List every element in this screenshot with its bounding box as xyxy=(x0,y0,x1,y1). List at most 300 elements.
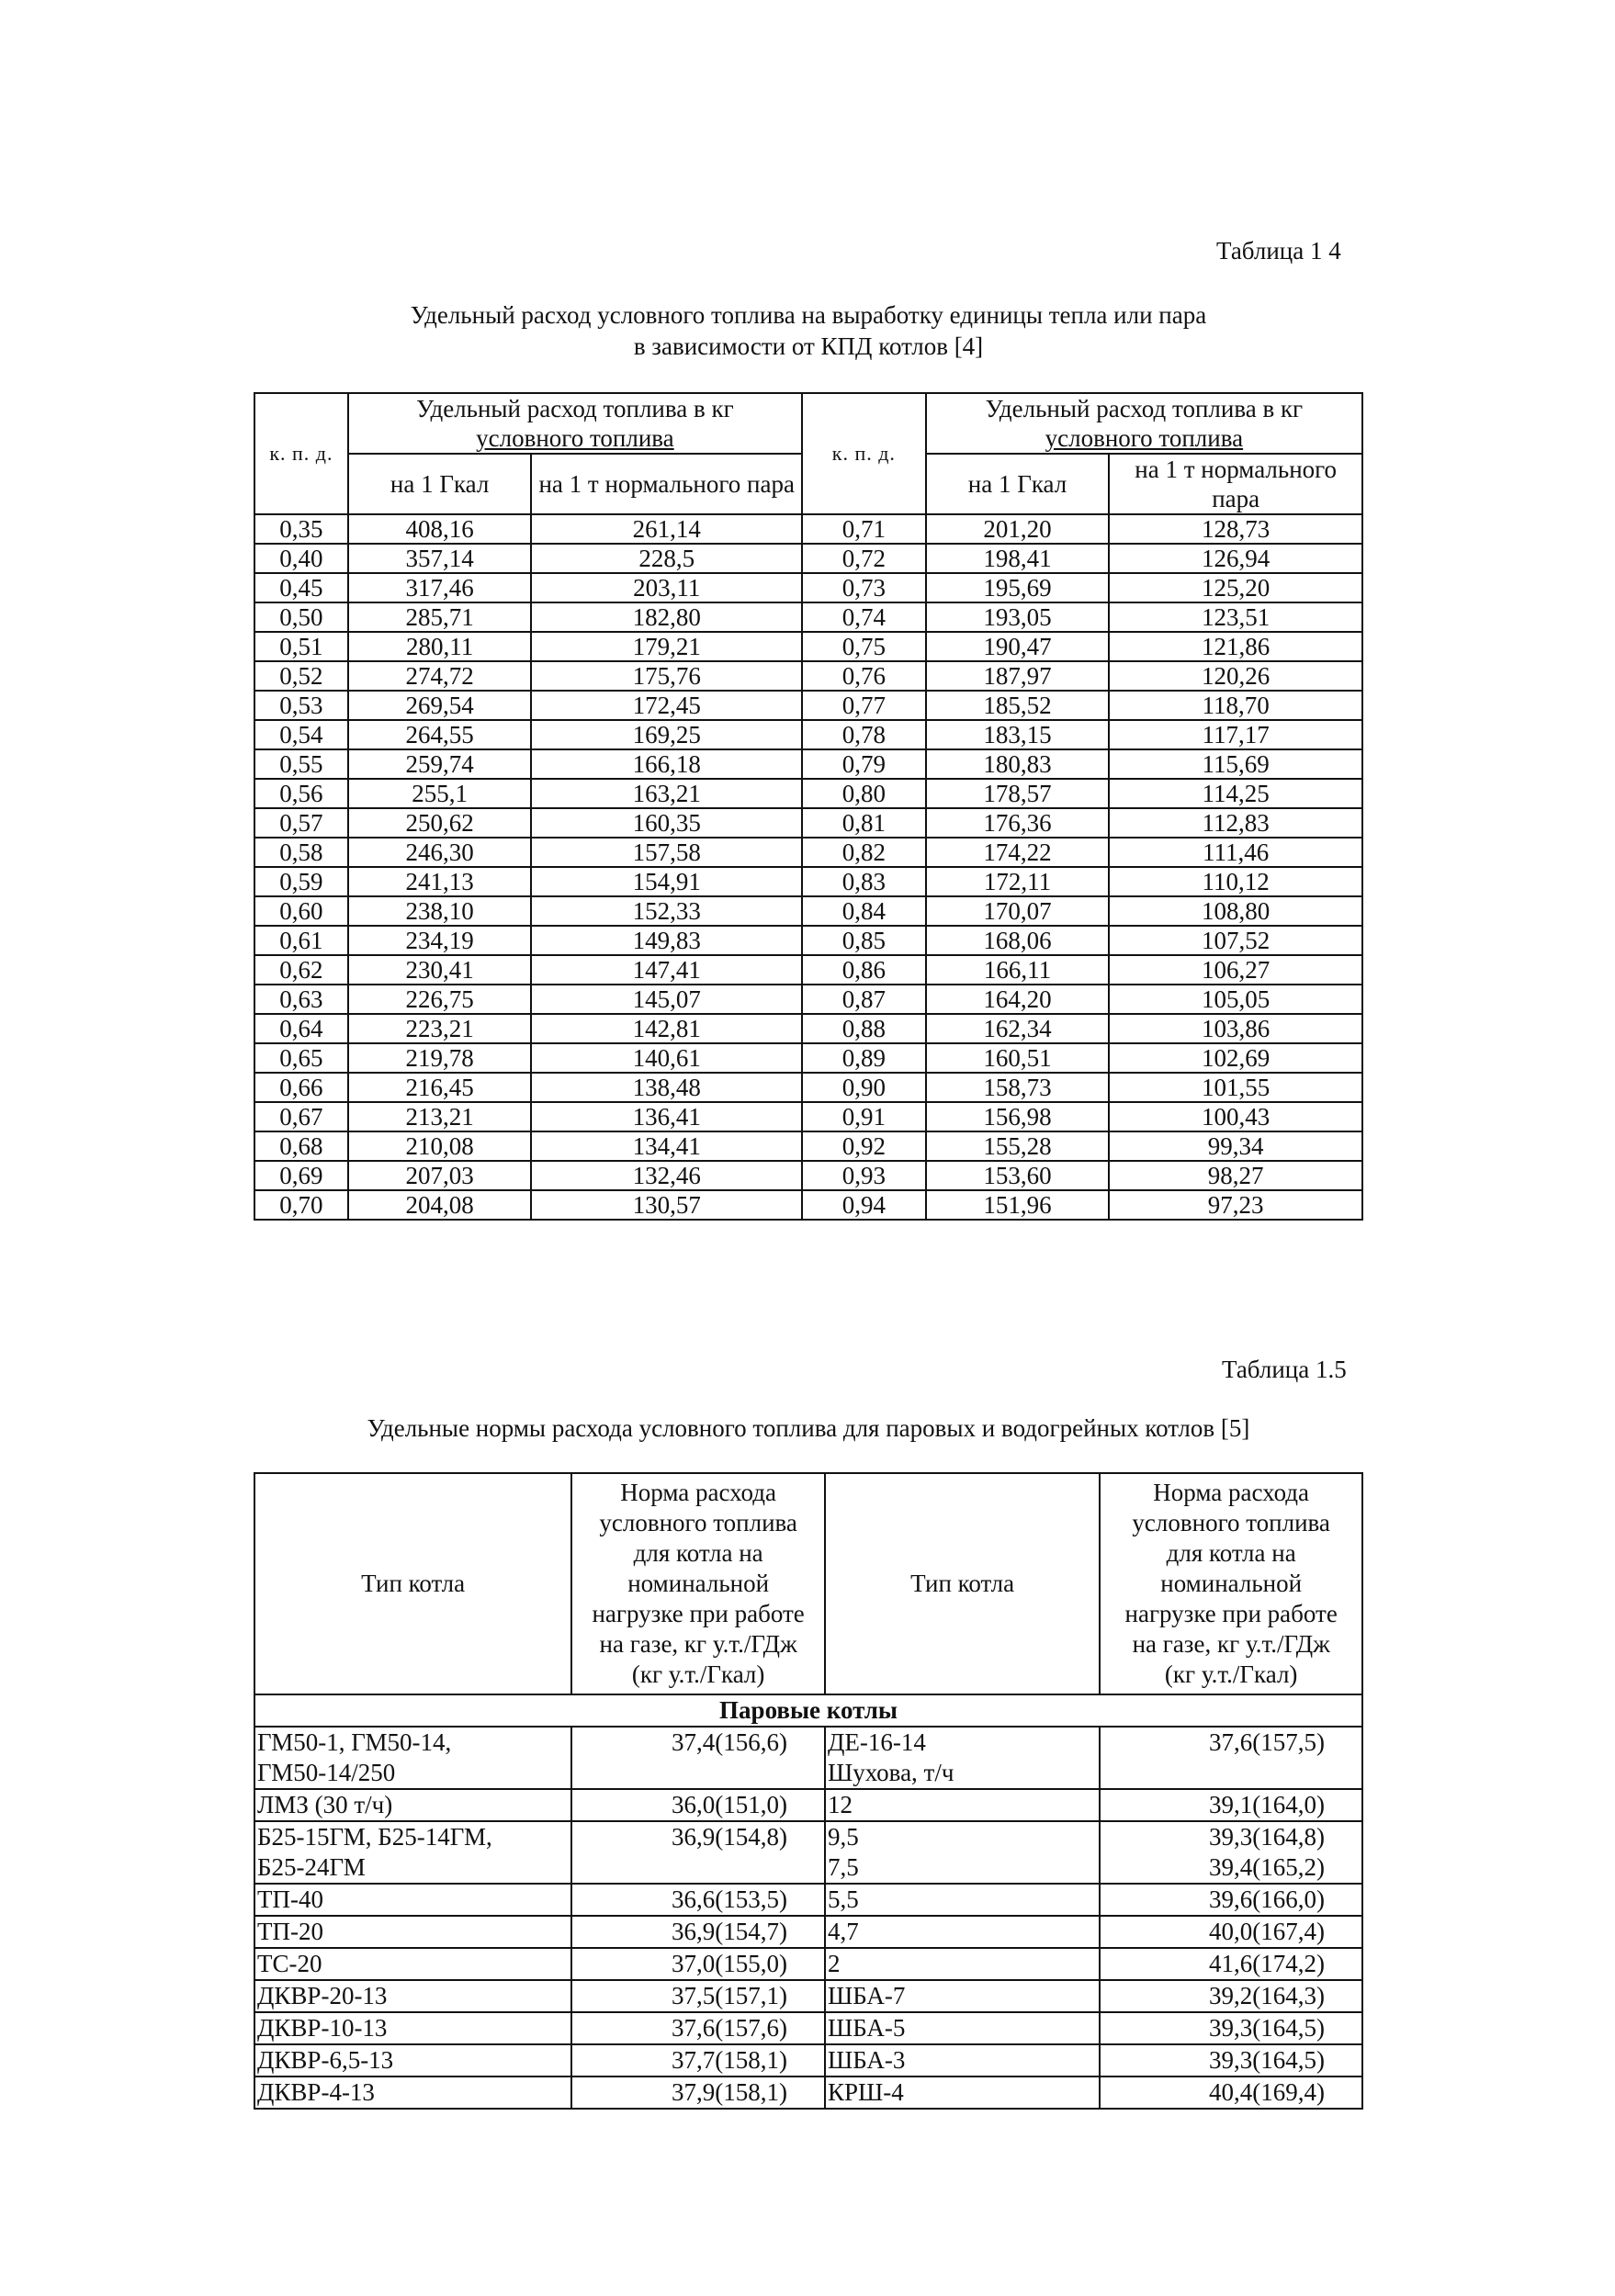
cell-line: ДКВР-6,5-13 xyxy=(257,2046,394,2074)
table14 xyxy=(254,392,1363,1221)
norm-value-cell xyxy=(1100,2077,1362,2109)
group-header-left-line1: Удельный расход топлива в кг xyxy=(416,395,734,422)
table-row xyxy=(254,1161,1362,1190)
table-cell: 185,52 xyxy=(926,691,1110,720)
table-cell: 0,88 xyxy=(802,1014,926,1043)
table-cell: 102,69 xyxy=(1109,1043,1362,1073)
table-cell: 130,57 xyxy=(531,1190,802,1220)
table-row xyxy=(254,2012,1362,2044)
cell-line: Б25-15ГМ, Б25-14ГМ, xyxy=(257,1823,492,1851)
per-steam-header-right: на 1 т нормального пара xyxy=(1109,454,1362,514)
norm-value-cell xyxy=(1100,1727,1362,1789)
table-row xyxy=(254,1102,1362,1131)
table-row xyxy=(254,1073,1362,1102)
boiler-type-cell xyxy=(254,1916,571,1948)
table-cell: 170,07 xyxy=(926,896,1110,926)
table-cell: 203,11 xyxy=(531,573,802,602)
table-cell: 280,11 xyxy=(348,632,532,661)
table-cell: 106,27 xyxy=(1109,955,1362,985)
table-cell: 0,69 xyxy=(254,1161,348,1190)
group-header-right-line2: условного топлива xyxy=(1045,424,1244,452)
norm-line: условного топлива xyxy=(1132,1509,1330,1536)
table-cell: 163,21 xyxy=(531,779,802,808)
cell-line: 9,5 xyxy=(827,1823,859,1851)
table-cell: 101,55 xyxy=(1109,1073,1362,1102)
table-cell: 100,43 xyxy=(1109,1102,1362,1131)
type-header-left: Тип котла xyxy=(254,1473,571,1694)
cell-line: ТС-20 xyxy=(257,1950,322,1977)
norm-value-cell xyxy=(1100,1980,1362,2012)
cell-line: ШБА-3 xyxy=(827,2046,906,2074)
table-row xyxy=(254,1884,1362,1916)
norm-value-cell xyxy=(571,2077,825,2109)
table-row xyxy=(254,1727,1362,1789)
table-cell: 0,83 xyxy=(802,867,926,896)
norm-value-cell xyxy=(571,1980,825,2012)
norm-value-cell xyxy=(1100,1884,1362,1916)
boiler-type-cell xyxy=(254,1980,571,2012)
boiler-type-cell xyxy=(254,1727,571,1789)
cell-line: 37,9(158,1) xyxy=(671,2078,787,2106)
norm-line: Норма расхода xyxy=(620,1479,777,1506)
table-cell: 123,51 xyxy=(1109,602,1362,632)
table-cell: 230,41 xyxy=(348,955,532,985)
table-cell: 0,81 xyxy=(802,808,926,838)
boiler-type-cell xyxy=(825,1948,1100,1980)
boiler-type-cell xyxy=(254,1948,571,1980)
norm-line: номинальной xyxy=(627,1570,770,1597)
table-cell: 145,07 xyxy=(531,985,802,1014)
cell-line: ТП-40 xyxy=(257,1885,323,1913)
table-row xyxy=(254,1014,1362,1043)
table-cell: 120,26 xyxy=(1109,661,1362,691)
table-cell: 174,22 xyxy=(926,838,1110,867)
table-cell: 0,68 xyxy=(254,1131,348,1161)
cell-line: Шухова, т/ч xyxy=(827,1759,954,1786)
table-cell: 0,77 xyxy=(802,691,926,720)
table-row xyxy=(254,691,1362,720)
table-cell: 97,23 xyxy=(1109,1190,1362,1220)
cell-line: 12 xyxy=(827,1791,853,1818)
table-cell: 204,08 xyxy=(348,1190,532,1220)
norm-value-cell xyxy=(1100,1789,1362,1821)
norm-line: нагрузке при работе xyxy=(592,1600,805,1627)
boiler-type-cell xyxy=(254,1821,571,1884)
boiler-type-cell xyxy=(825,1789,1100,1821)
table-cell: 111,46 xyxy=(1109,838,1362,867)
table-cell: 216,45 xyxy=(348,1073,532,1102)
norm-value-cell xyxy=(571,1916,825,1948)
boiler-type-cell xyxy=(254,1884,571,1916)
norm-value-cell xyxy=(571,2044,825,2077)
table-cell: 114,25 xyxy=(1109,779,1362,808)
table-cell: 0,57 xyxy=(254,808,348,838)
table-cell: 156,98 xyxy=(926,1102,1110,1131)
table-row xyxy=(254,573,1362,602)
table-cell: 136,41 xyxy=(531,1102,802,1131)
table-cell: 0,50 xyxy=(254,602,348,632)
cell-line: 7,5 xyxy=(827,1853,859,1881)
boiler-type-cell xyxy=(254,2012,571,2044)
table-row xyxy=(254,720,1362,749)
norm-line: (кг у.т./Гкал) xyxy=(1164,1660,1298,1688)
type-header-right: Тип котла xyxy=(825,1473,1100,1694)
table-cell: 226,75 xyxy=(348,985,532,1014)
cell-line: 36,9(154,7) xyxy=(671,1918,787,1945)
table15-caption: Таблица 1.5 xyxy=(1222,1356,1347,1383)
cell-line: 37,7(158,1) xyxy=(671,2046,787,2074)
cell-line: КРШ-4 xyxy=(827,2078,904,2106)
norm-line: (кг у.т./Гкал) xyxy=(631,1660,765,1688)
table-cell: 142,81 xyxy=(531,1014,802,1043)
table-cell: 195,69 xyxy=(926,573,1110,602)
table-row xyxy=(254,1131,1362,1161)
table-row xyxy=(254,749,1362,779)
kpd-header-right: к. п. д. xyxy=(802,393,926,514)
table-cell: 149,83 xyxy=(531,926,802,955)
table-cell: 132,46 xyxy=(531,1161,802,1190)
table-cell: 0,52 xyxy=(254,661,348,691)
table14-caption: Таблица 1 4 xyxy=(1216,237,1341,264)
table-cell: 152,33 xyxy=(531,896,802,926)
cell-line: 37,5(157,1) xyxy=(671,1982,787,2009)
table-cell: 155,28 xyxy=(926,1131,1110,1161)
table-cell: 103,86 xyxy=(1109,1014,1362,1043)
table-cell: 172,45 xyxy=(531,691,802,720)
table-cell: 317,46 xyxy=(348,573,532,602)
cell-line: ТП-20 xyxy=(257,1918,323,1945)
table-cell: 193,05 xyxy=(926,602,1110,632)
table14-title-line1: Удельный расход условного топлива на выработку единицы тепла или пара xyxy=(410,301,1207,329)
cell-line: 4,7 xyxy=(827,1918,859,1945)
table-cell: 223,21 xyxy=(348,1014,532,1043)
table-cell: 0,84 xyxy=(802,896,926,926)
kpd-header-left: к. п. д. xyxy=(254,393,348,514)
boiler-type-cell xyxy=(825,1727,1100,1789)
table-cell: 162,34 xyxy=(926,1014,1110,1043)
table-cell: 0,79 xyxy=(802,749,926,779)
table-cell: 110,12 xyxy=(1109,867,1362,896)
table-cell: 0,35 xyxy=(254,514,348,544)
table14-title xyxy=(254,299,1363,362)
table-cell: 0,55 xyxy=(254,749,348,779)
cell-line: 5,5 xyxy=(827,1885,859,1913)
boiler-type-cell xyxy=(254,1789,571,1821)
group-header-right-line1: Удельный расход топлива в кг xyxy=(985,395,1304,422)
cell-line: ГМ50-14/250 xyxy=(257,1759,396,1786)
table-cell: 0,76 xyxy=(802,661,926,691)
cell-line: ШБА-7 xyxy=(827,1982,906,2009)
table-cell: 117,17 xyxy=(1109,720,1362,749)
norm-line: на газе, кг у.т./ГДж xyxy=(599,1630,797,1658)
table-cell: 0,70 xyxy=(254,1190,348,1220)
table-cell: 108,80 xyxy=(1109,896,1362,926)
table-cell: 0,60 xyxy=(254,896,348,926)
table-row xyxy=(254,896,1362,926)
table-cell: 210,08 xyxy=(348,1131,532,1161)
table-row xyxy=(254,985,1362,1014)
table-cell: 198,41 xyxy=(926,544,1110,573)
table-cell: 164,20 xyxy=(926,985,1110,1014)
table-cell: 0,78 xyxy=(802,720,926,749)
cell-line: ШБА-5 xyxy=(827,2014,906,2042)
table-cell: 126,94 xyxy=(1109,544,1362,573)
group-header-left-line2: условного топлива xyxy=(476,424,674,452)
table-cell: 0,73 xyxy=(802,573,926,602)
table-cell: 190,47 xyxy=(926,632,1110,661)
table-cell: 261,14 xyxy=(531,514,802,544)
table-cell: 0,45 xyxy=(254,573,348,602)
cell-line: 37,6(157,5) xyxy=(1209,1728,1325,1756)
norm-line: для котла на xyxy=(1166,1539,1296,1567)
boiler-type-cell xyxy=(254,2077,571,2109)
table-cell: 0,75 xyxy=(802,632,926,661)
table-cell: 179,21 xyxy=(531,632,802,661)
table-cell: 0,74 xyxy=(802,602,926,632)
table-cell: 138,48 xyxy=(531,1073,802,1102)
cell-line: 36,9(154,8) xyxy=(671,1823,787,1851)
table-row xyxy=(254,2044,1362,2077)
cell-line: ДКВР-20-13 xyxy=(257,1982,388,2009)
table-cell: 0,53 xyxy=(254,691,348,720)
table-cell: 269,54 xyxy=(348,691,532,720)
boiler-type-cell xyxy=(825,2012,1100,2044)
table-cell: 107,52 xyxy=(1109,926,1362,955)
table-row xyxy=(254,1789,1362,1821)
table-cell: 160,35 xyxy=(531,808,802,838)
boiler-type-cell xyxy=(825,2077,1100,2109)
cell-line: 40,4(169,4) xyxy=(1209,2078,1325,2106)
table-cell: 0,90 xyxy=(802,1073,926,1102)
table-cell: 238,10 xyxy=(348,896,532,926)
norm-line: номинальной xyxy=(1160,1570,1303,1597)
table-cell: 201,20 xyxy=(926,514,1110,544)
norm-line: нагрузке при работе xyxy=(1124,1600,1338,1627)
section-header: Паровые котлы xyxy=(254,1694,1362,1727)
table-row xyxy=(254,1948,1362,1980)
table-cell: 98,27 xyxy=(1109,1161,1362,1190)
boiler-type-cell xyxy=(825,1980,1100,2012)
norm-line: для котла на xyxy=(633,1539,763,1567)
boiler-type-cell xyxy=(254,2044,571,2077)
table-cell: 228,5 xyxy=(531,544,802,573)
boiler-type-cell xyxy=(825,2044,1100,2077)
table-cell: 0,54 xyxy=(254,720,348,749)
boiler-type-cell xyxy=(825,1884,1100,1916)
table-cell: 158,73 xyxy=(926,1073,1110,1102)
table14-title-line2: в зависимости от КПД котлов [4] xyxy=(633,332,984,360)
table-cell: 0,40 xyxy=(254,544,348,573)
table-row xyxy=(254,1980,1362,2012)
table-cell: 259,74 xyxy=(348,749,532,779)
cell-line: 39,3(164,8) xyxy=(1209,1823,1325,1851)
cell-line: 39,1(164,0) xyxy=(1209,1791,1325,1818)
table-cell: 140,61 xyxy=(531,1043,802,1073)
table-cell: 99,34 xyxy=(1109,1131,1362,1161)
cell-line: ДКВР-10-13 xyxy=(257,2014,388,2042)
norm-value-cell xyxy=(1100,2012,1362,2044)
cell-line: 2 xyxy=(827,1950,841,1977)
table-cell: 285,71 xyxy=(348,602,532,632)
norm-value-cell xyxy=(571,2012,825,2044)
cell-line: 37,0(155,0) xyxy=(671,1950,787,1977)
norm-value-cell xyxy=(571,1789,825,1821)
cell-line: ГМ50-1, ГМ50-14, xyxy=(257,1728,452,1756)
table-cell: 166,11 xyxy=(926,955,1110,985)
table-row xyxy=(254,2077,1362,2109)
table-cell: 0,67 xyxy=(254,1102,348,1131)
norm-header-left xyxy=(571,1473,825,1694)
table-cell: 0,92 xyxy=(802,1131,926,1161)
table-cell: 241,13 xyxy=(348,867,532,896)
table-row xyxy=(254,661,1362,691)
table-cell: 118,70 xyxy=(1109,691,1362,720)
cell-line: 39,3(164,5) xyxy=(1209,2046,1325,2074)
norm-line: на газе, кг у.т./ГДж xyxy=(1132,1630,1330,1658)
table-cell: 0,64 xyxy=(254,1014,348,1043)
table-cell: 408,16 xyxy=(348,514,532,544)
table-row xyxy=(254,632,1362,661)
table-cell: 0,65 xyxy=(254,1043,348,1073)
table-cell: 166,18 xyxy=(531,749,802,779)
table-cell: 0,63 xyxy=(254,985,348,1014)
boiler-type-cell xyxy=(825,1916,1100,1948)
table-cell: 180,83 xyxy=(926,749,1110,779)
table-cell: 274,72 xyxy=(348,661,532,691)
table-cell: 147,41 xyxy=(531,955,802,985)
cell-line: 36,0(151,0) xyxy=(671,1791,787,1818)
table-cell: 0,58 xyxy=(254,838,348,867)
cell-line: 39,3(164,5) xyxy=(1209,2014,1325,2042)
norm-value-cell xyxy=(571,1821,825,1884)
table-cell: 255,1 xyxy=(348,779,532,808)
table-cell: 0,85 xyxy=(802,926,926,955)
table-cell: 115,69 xyxy=(1109,749,1362,779)
table-cell: 176,36 xyxy=(926,808,1110,838)
table-cell: 153,60 xyxy=(926,1161,1110,1190)
table-row xyxy=(254,514,1362,544)
table-cell: 0,94 xyxy=(802,1190,926,1220)
cell-line: 41,6(174,2) xyxy=(1209,1950,1325,1977)
table-cell: 154,91 xyxy=(531,867,802,896)
table-cell: 0,66 xyxy=(254,1073,348,1102)
norm-value-cell xyxy=(571,1884,825,1916)
table-cell: 207,03 xyxy=(348,1161,532,1190)
table-row xyxy=(254,1916,1362,1948)
table-cell: 175,76 xyxy=(531,661,802,691)
cell-line: Б25-24ГМ xyxy=(257,1853,366,1881)
table-cell: 0,61 xyxy=(254,926,348,955)
norm-value-cell xyxy=(1100,1916,1362,1948)
table-cell: 0,89 xyxy=(802,1043,926,1073)
cell-line: 40,0(167,4) xyxy=(1209,1918,1325,1945)
table-cell: 0,91 xyxy=(802,1102,926,1131)
cell-line: ДКВР-4-13 xyxy=(257,2078,375,2106)
norm-line: условного топлива xyxy=(599,1509,797,1536)
table-row xyxy=(254,1821,1362,1884)
table-cell: 105,05 xyxy=(1109,985,1362,1014)
table-cell: 168,06 xyxy=(926,926,1110,955)
table-row xyxy=(254,838,1362,867)
table-cell: 219,78 xyxy=(348,1043,532,1073)
table-row xyxy=(254,1190,1362,1220)
cell-line: 39,2(164,3) xyxy=(1209,1982,1325,2009)
table-row xyxy=(254,808,1362,838)
cell-line: ДЕ-16-14 xyxy=(827,1728,926,1756)
table-row xyxy=(254,544,1362,573)
table-cell: 0,82 xyxy=(802,838,926,867)
cell-line: 36,6(153,5) xyxy=(671,1885,787,1913)
table15-title: Удельные нормы расхода условного топлива для паровых и водогрейных котлов [5] xyxy=(367,1414,1250,1442)
boiler-type-cell xyxy=(825,1821,1100,1884)
norm-value-cell xyxy=(571,1727,825,1789)
norm-header-right xyxy=(1100,1473,1362,1694)
table-cell: 169,25 xyxy=(531,720,802,749)
table-row xyxy=(254,602,1362,632)
per-steam-header-left: на 1 т нормального пара xyxy=(531,454,802,514)
table-row xyxy=(254,926,1362,955)
table-cell: 213,21 xyxy=(348,1102,532,1131)
norm-value-cell xyxy=(1100,1821,1362,1884)
table-cell: 151,96 xyxy=(926,1190,1110,1220)
table-row xyxy=(254,779,1362,808)
table-row xyxy=(254,867,1362,896)
table-cell: 172,11 xyxy=(926,867,1110,896)
table-cell: 0,51 xyxy=(254,632,348,661)
table-cell: 125,20 xyxy=(1109,573,1362,602)
table-cell: 183,15 xyxy=(926,720,1110,749)
table-cell: 178,57 xyxy=(926,779,1110,808)
per-gcal-header-left: на 1 Гкал xyxy=(348,454,532,514)
per-gcal-header-right: на 1 Гкал xyxy=(926,454,1110,514)
table15 xyxy=(254,1472,1363,2110)
table-cell: 0,87 xyxy=(802,985,926,1014)
table-cell: 187,97 xyxy=(926,661,1110,691)
norm-value-cell xyxy=(1100,1948,1362,1980)
table-cell: 357,14 xyxy=(348,544,532,573)
table-cell: 0,86 xyxy=(802,955,926,985)
norm-line: Норма расхода xyxy=(1153,1479,1310,1506)
cell-line: 39,6(166,0) xyxy=(1209,1885,1325,1913)
group-header-right xyxy=(926,393,1362,454)
table-cell: 182,80 xyxy=(531,602,802,632)
cell-line: 37,4(156,6) xyxy=(671,1728,787,1756)
cell-line: 37,6(157,6) xyxy=(671,2014,787,2042)
table-cell: 121,86 xyxy=(1109,632,1362,661)
table-cell: 246,30 xyxy=(348,838,532,867)
cell-line: ЛМЗ (30 т/ч) xyxy=(257,1791,393,1818)
table-cell: 128,73 xyxy=(1109,514,1362,544)
table-cell: 157,58 xyxy=(531,838,802,867)
cell-line: 39,4(165,2) xyxy=(1209,1853,1325,1881)
table-cell: 160,51 xyxy=(926,1043,1110,1073)
table-cell: 0,59 xyxy=(254,867,348,896)
table-cell: 0,72 xyxy=(802,544,926,573)
table-row xyxy=(254,955,1362,985)
table-cell: 0,93 xyxy=(802,1161,926,1190)
table-cell: 264,55 xyxy=(348,720,532,749)
table-cell: 0,71 xyxy=(802,514,926,544)
norm-value-cell xyxy=(1100,2044,1362,2077)
table-cell: 0,62 xyxy=(254,955,348,985)
table-cell: 0,80 xyxy=(802,779,926,808)
table-row xyxy=(254,1043,1362,1073)
table-cell: 112,83 xyxy=(1109,808,1362,838)
table-cell: 234,19 xyxy=(348,926,532,955)
group-header-left xyxy=(348,393,802,454)
table-cell: 250,62 xyxy=(348,808,532,838)
table-cell: 134,41 xyxy=(531,1131,802,1161)
